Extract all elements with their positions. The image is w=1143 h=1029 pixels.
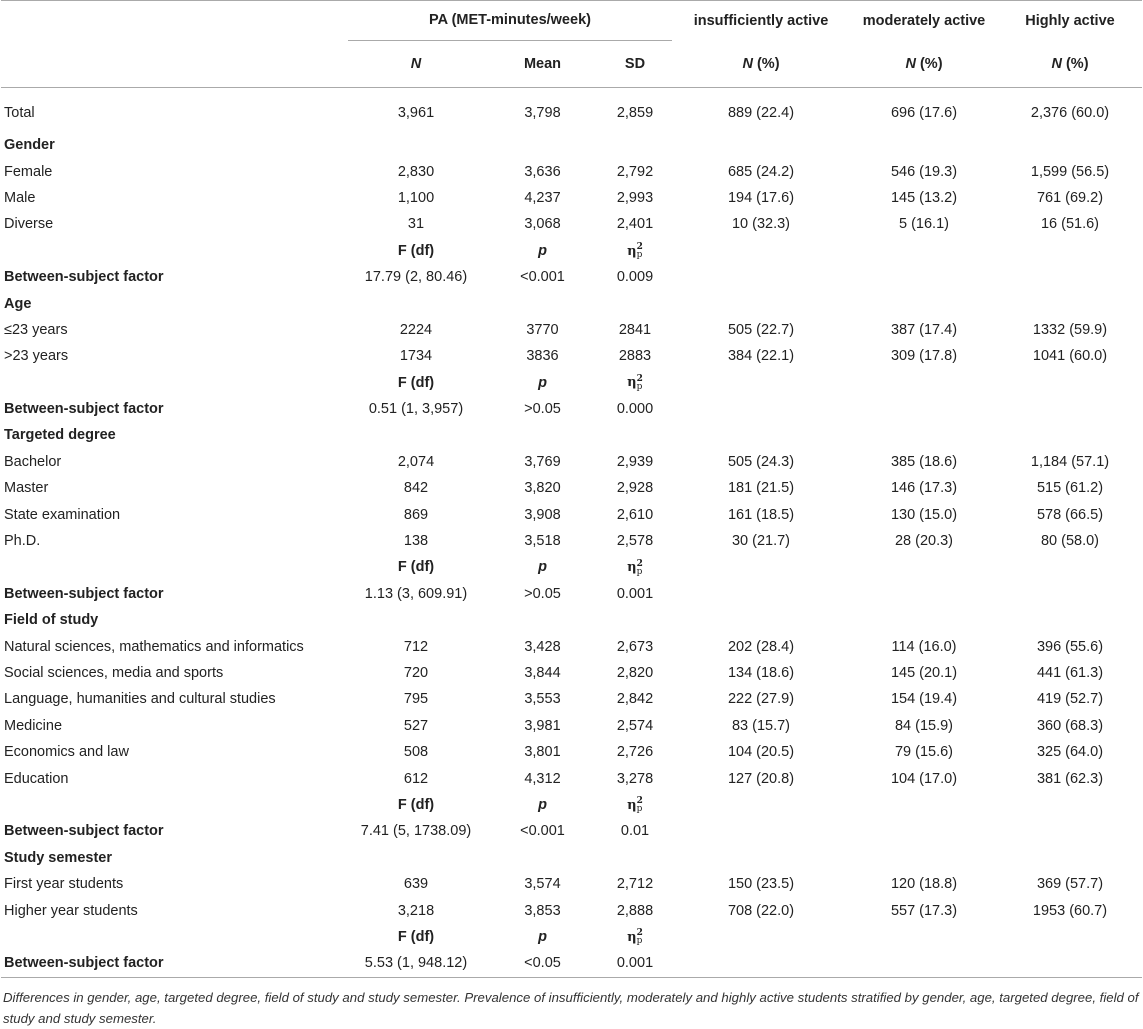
cell-mean: 3836	[526, 348, 559, 365]
header-pa-group	[345, 1, 672, 42]
cell-highly: 396 (55.6)	[1036, 638, 1104, 655]
cell-mean: 3,853	[524, 902, 561, 919]
p-symbol: p	[538, 796, 547, 813]
section-row	[1, 422, 1142, 448]
cell-insufficient: 384 (22.1)	[727, 348, 795, 365]
cell-moderate: 130 (15.0)	[890, 506, 958, 523]
table-row	[1, 211, 1142, 237]
stats-blank	[672, 792, 850, 818]
cell-n: 712	[403, 638, 429, 655]
cell-sd: 2,939	[616, 453, 654, 470]
section-heading: Age	[4, 295, 32, 312]
table-row	[1, 897, 1142, 923]
eta-symbol	[627, 560, 643, 575]
cell-highly: 441 (61.3)	[1036, 665, 1104, 681]
cell-highly: 515 (61.2)	[1036, 480, 1104, 497]
table-row	[1, 633, 1142, 659]
eta-sub: p	[636, 936, 643, 947]
cell-sd: 2,792	[616, 163, 654, 180]
table-row	[1, 343, 1142, 369]
p-symbol: p	[538, 559, 547, 576]
cell-n: 31	[407, 216, 425, 233]
between-subject-row	[1, 264, 1142, 290]
cell-moderate: 557 (17.3)	[890, 902, 958, 919]
cell-eta: 0.009	[616, 269, 654, 286]
cell-mean: 4,312	[524, 770, 561, 787]
cell-sd: 2,859	[616, 105, 654, 121]
stats-blank	[1, 554, 345, 580]
cell-sd: 2883	[618, 348, 652, 365]
eta-letter: η	[627, 375, 637, 391]
stats-blank	[672, 924, 850, 950]
cell-highly: 1041 (60.0)	[1032, 348, 1108, 365]
eta-letter: η	[627, 929, 637, 945]
row-label: First year students	[4, 876, 124, 893]
stats-f-df-label: F (df)	[397, 374, 435, 391]
cell-mean: 4,237	[524, 189, 561, 206]
stats-eta-label	[598, 370, 672, 396]
row-label: Natural sciences, mathematics and informatics	[4, 638, 304, 655]
cell-moderate: 145 (13.2)	[890, 189, 958, 206]
cell-insufficient: 134 (18.6)	[727, 665, 795, 681]
header-mean: Mean	[487, 41, 598, 88]
cell-insufficient: 83 (15.7)	[731, 717, 791, 734]
eta-sup: 2	[636, 373, 643, 384]
cell-moderate: 104 (17.0)	[890, 770, 958, 787]
table-row	[1, 871, 1142, 897]
cell-mean: 3,553	[524, 691, 561, 708]
row-label: >23 years	[4, 348, 69, 365]
stats-blank	[850, 818, 998, 844]
cell-mean: 3770	[526, 321, 559, 338]
cell-mean: 3,574	[524, 876, 561, 893]
cell-p: <0.001	[520, 823, 565, 840]
between-subject-label: Between-subject factor	[4, 585, 164, 602]
stats-blank	[672, 264, 850, 290]
cell-highly: 578 (66.5)	[1036, 506, 1104, 523]
cell-n: 3,961	[397, 105, 435, 121]
row-label: Language, humanities and cultural studies	[4, 691, 276, 708]
cell-insufficient: 505 (24.3)	[727, 453, 795, 470]
stats-eta-label	[598, 554, 672, 580]
table-row	[1, 475, 1142, 501]
cell-n: 612	[403, 770, 429, 787]
cell-sd: 2,673	[616, 638, 654, 655]
cell-highly: 419 (52.7)	[1036, 691, 1104, 708]
header-n-italic: N	[742, 56, 753, 72]
cell-insufficient: 104 (20.5)	[727, 744, 795, 761]
stats-header-row	[1, 238, 1142, 264]
cell-highly: 80 (58.0)	[1040, 533, 1100, 550]
cell-sd: 2,712	[616, 876, 654, 893]
stats-header-row	[1, 370, 1142, 396]
cell-n: 869	[403, 506, 429, 523]
cell-p: <0.05	[487, 950, 598, 977]
section-heading: Study semester	[4, 849, 112, 866]
cell-highly: 16 (51.6)	[1040, 216, 1100, 233]
stats-blank	[850, 238, 998, 264]
cell-f-df: 1.13 (3, 609.91)	[364, 585, 468, 602]
cell-sd: 2,820	[616, 665, 654, 681]
between-subject-label: Between-subject factor	[4, 401, 164, 418]
stats-blank	[1, 924, 345, 950]
eta-sub: p	[636, 804, 643, 815]
stats-header-row	[1, 792, 1142, 818]
stats-blank	[998, 950, 1142, 977]
cell-n: 795	[403, 691, 429, 708]
header-n-pct-moderate	[850, 41, 998, 88]
eta-symbol	[627, 375, 643, 390]
header-n-label: N	[410, 56, 422, 72]
cell-moderate: 28 (20.3)	[894, 533, 954, 550]
row-label: Medicine	[4, 717, 63, 734]
cell-n: 720	[403, 665, 429, 681]
stats-p-label	[487, 238, 598, 264]
stats-blank	[672, 950, 850, 977]
stats-blank	[850, 554, 998, 580]
header-pct-label: (%)	[756, 56, 780, 72]
cell-insufficient: 30 (21.7)	[731, 533, 791, 550]
cell-sd: 2,574	[616, 717, 654, 734]
stats-blank	[1, 370, 345, 396]
stats-header-row	[1, 554, 1142, 580]
row-label: Female	[4, 163, 53, 180]
stats-blank	[998, 581, 1142, 607]
cell-p: >0.05	[524, 401, 561, 418]
stats-blank	[998, 396, 1142, 422]
header-blank-2	[1, 41, 345, 88]
cell-n: 2224	[399, 321, 433, 338]
between-subject-row	[1, 581, 1142, 607]
stats-blank	[672, 818, 850, 844]
eta-sup: 2	[636, 928, 643, 939]
cell-moderate: 385 (18.6)	[890, 453, 958, 470]
cell-moderate: 696 (17.6)	[890, 105, 958, 121]
cell-insufficient: 150 (23.5)	[727, 876, 795, 893]
cell-insufficient: 194 (17.6)	[727, 189, 795, 206]
cell-insufficient: 202 (28.4)	[727, 638, 795, 655]
section-row	[1, 845, 1142, 871]
cell-mean: 3,798	[524, 105, 561, 121]
eta-sub: p	[636, 250, 643, 260]
section-heading: Targeted degree	[4, 427, 116, 444]
cell-moderate: 387 (17.4)	[890, 321, 958, 338]
cell-f-df: 0.51 (1, 3,957)	[368, 401, 464, 418]
between-subject-row	[1, 950, 1142, 977]
between-subject-row	[1, 818, 1142, 844]
stats-eta-label	[598, 924, 672, 950]
cell-insufficient: 889 (22.4)	[727, 105, 795, 121]
cell-eta: 0.001	[598, 950, 672, 977]
row-label: Male	[4, 189, 36, 206]
header-n-pct-highly	[998, 41, 1142, 88]
cell-insufficient: 127 (20.8)	[727, 770, 795, 787]
cell-moderate: 154 (19.4)	[890, 691, 958, 708]
cell-moderate: 84 (15.9)	[894, 717, 954, 734]
cell-sd: 2,928	[616, 480, 654, 497]
table-body	[1, 88, 1142, 978]
stats-blank	[850, 264, 998, 290]
cell-eta: 0.000	[616, 401, 654, 418]
cell-highly: 2,376 (60.0)	[1030, 105, 1110, 121]
eta-letter: η	[627, 243, 637, 259]
cell-moderate: 546 (19.3)	[890, 163, 958, 180]
table-row	[1, 501, 1142, 527]
stats-blank	[850, 950, 998, 977]
table-row	[1, 660, 1142, 686]
cell-sd: 2,726	[616, 744, 654, 761]
cell-n: 3,218	[397, 902, 435, 919]
cell-sd: 2,993	[616, 189, 654, 206]
between-subject-label: Between-subject factor	[1, 950, 345, 977]
stats-header-row	[1, 924, 1142, 950]
stats-eta-label	[598, 792, 672, 818]
cell-highly: 325 (64.0)	[1036, 744, 1104, 761]
cell-n: 842	[403, 480, 429, 497]
stats-p-label	[487, 924, 598, 950]
cell-n: 508	[403, 744, 429, 761]
cell-n: 527	[403, 717, 429, 734]
stats-blank	[672, 581, 850, 607]
cell-highly: 360 (68.3)	[1036, 717, 1104, 734]
cell-insufficient: 161 (18.5)	[727, 506, 795, 523]
stats-blank	[672, 396, 850, 422]
cell-mean: 3,801	[524, 744, 561, 761]
cell-highly: 369 (57.7)	[1036, 876, 1104, 893]
row-label: Social sciences, media and sports	[4, 665, 224, 681]
stats-blank	[1, 792, 345, 818]
eta-sub: p	[636, 381, 643, 392]
stats-blank	[998, 264, 1142, 290]
stats-blank	[850, 924, 998, 950]
cell-moderate: 114 (16.0)	[891, 638, 957, 655]
header-n-italic: N	[905, 56, 916, 72]
stats-blank	[998, 370, 1142, 396]
stats-blank	[1, 238, 345, 264]
cell-sd: 3,278	[616, 770, 654, 787]
section-row	[1, 607, 1142, 633]
stats-p-label	[487, 792, 598, 818]
section-row	[1, 290, 1142, 316]
cell-moderate: 120 (18.8)	[890, 876, 958, 893]
table-row	[1, 158, 1142, 184]
table-row	[1, 528, 1142, 554]
stats-blank	[850, 370, 998, 396]
cell-insufficient: 685 (24.2)	[727, 163, 795, 180]
eta-letter: η	[627, 797, 637, 813]
cell-moderate: 145 (20.1)	[890, 665, 958, 681]
row-label: Diverse	[4, 216, 54, 233]
stats-blank	[998, 818, 1142, 844]
header-moderate: moderately active	[850, 1, 998, 42]
cell-sd: 2841	[618, 321, 652, 338]
cell-highly: 1332 (59.9)	[1032, 321, 1108, 338]
row-label: State examination	[4, 506, 121, 523]
cell-sd: 2,842	[616, 691, 654, 708]
row-label: Higher year students	[4, 902, 138, 919]
stats-blank	[850, 581, 998, 607]
table-header	[1, 1, 1142, 88]
table-row	[1, 88, 1142, 133]
between-subject-row	[1, 396, 1142, 422]
cell-n: 1,100	[397, 189, 435, 206]
cell-mean: 3,636	[524, 163, 561, 180]
stats-f-df-label: F (df)	[397, 796, 435, 813]
stats-blank	[998, 924, 1142, 950]
header-pct-label: (%)	[919, 56, 943, 72]
cell-highly: 1,184 (57.1)	[1030, 453, 1110, 470]
cell-eta: 0.001	[616, 585, 654, 602]
cell-sd: 2,578	[616, 533, 654, 550]
header-insufficient: insufficiently active	[672, 1, 850, 42]
section-heading: Field of study	[4, 612, 99, 629]
cell-highly: 381 (62.3)	[1036, 770, 1104, 787]
row-label: Education	[4, 770, 69, 787]
stats-blank	[672, 370, 850, 396]
cell-moderate: 79 (15.6)	[894, 744, 954, 761]
row-label: Ph.D.	[4, 533, 41, 550]
cell-mean: 3,981	[524, 717, 561, 734]
table-row	[1, 686, 1142, 712]
table-row	[1, 765, 1142, 791]
cell-moderate: 5 (16.1)	[899, 216, 949, 233]
row-label: Economics and law	[4, 744, 129, 761]
eta-letter: η	[627, 560, 637, 576]
stats-p-label	[487, 370, 598, 396]
eta-symbol	[627, 244, 643, 259]
cell-insufficient: 708 (22.0)	[727, 902, 795, 919]
cell-f-df: 17.79 (2, 80.46)	[364, 269, 468, 286]
cell-n: 1734	[399, 348, 433, 365]
cell-insufficient: 505 (22.7)	[727, 321, 795, 338]
row-label: Master	[4, 480, 49, 497]
header-sd: SD	[598, 41, 672, 88]
cell-moderate: 146 (17.3)	[890, 480, 958, 497]
eta-sup: 2	[636, 796, 643, 807]
header-pa-group-label: PA (MET-minutes/week)	[348, 1, 672, 41]
cell-mean: 3,908	[524, 506, 561, 523]
cell-mean: 3,769	[524, 453, 561, 470]
section-row	[1, 132, 1142, 158]
eta-sup: 2	[636, 558, 643, 569]
cell-f-df: 5.53 (1, 948.12)	[345, 950, 487, 977]
header-n-pct-insufficient	[672, 41, 850, 88]
header-pct-label: (%)	[1065, 56, 1089, 72]
stats-blank	[998, 238, 1142, 264]
stats-blank	[850, 792, 998, 818]
cell-mean: 3,428	[524, 638, 561, 655]
header-blank	[1, 1, 345, 42]
table-row	[1, 185, 1142, 211]
cell-sd: 2,888	[616, 902, 654, 919]
eta-sub: p	[636, 566, 643, 577]
between-subject-label: Between-subject factor	[4, 269, 164, 286]
row-label: Bachelor	[4, 453, 62, 470]
stats-blank	[998, 792, 1142, 818]
row-label: Total	[4, 105, 35, 121]
cell-sd: 2,610	[616, 506, 654, 523]
section-heading: Gender	[4, 137, 55, 154]
cell-n: 138	[403, 533, 429, 550]
p-symbol: p	[538, 242, 547, 259]
cell-p: <0.001	[520, 269, 565, 286]
eta-symbol	[627, 930, 643, 945]
header-n-italic: N	[1051, 56, 1062, 72]
cell-n: 2,074	[397, 453, 435, 470]
stats-blank	[672, 238, 850, 264]
cell-highly: 1,599 (56.5)	[1030, 163, 1110, 180]
stats-f-df-label: F (df)	[397, 928, 435, 945]
p-symbol: p	[538, 374, 547, 391]
cell-mean: 3,820	[524, 480, 561, 497]
eta-symbol	[627, 798, 643, 813]
stats-f-df-label: F (df)	[397, 242, 435, 259]
table-row	[1, 713, 1142, 739]
table-row	[1, 317, 1142, 343]
cell-sd: 2,401	[616, 216, 654, 233]
cell-highly: 761 (69.2)	[1036, 189, 1104, 206]
stats-eta-label	[598, 238, 672, 264]
cell-mean: 3,068	[524, 216, 561, 233]
stats-blank	[672, 554, 850, 580]
table-row	[1, 449, 1142, 475]
p-symbol: p	[538, 928, 547, 945]
cell-highly: 1953 (60.7)	[1032, 902, 1108, 919]
cell-n: 639	[403, 876, 429, 893]
table-caption: Differences in gender, age, targeted degree, field of study and study semester. Prevalence of insufficiently, moderately and highly active students stratified by gender, age, targeted degree, field of study and study semester.	[3, 989, 1139, 1026]
header-n	[345, 41, 487, 88]
cell-n: 2,830	[397, 163, 435, 180]
cell-insufficient: 181 (21.5)	[727, 480, 795, 497]
stats-blank	[998, 554, 1142, 580]
cell-insufficient: 10 (32.3)	[731, 216, 791, 233]
cell-mean: 3,844	[524, 665, 561, 681]
stats-f-df-label: F (df)	[397, 559, 435, 576]
cell-eta: 0.01	[620, 823, 650, 840]
eta-sup: 2	[636, 242, 643, 252]
cell-mean: 3,518	[524, 533, 561, 550]
cell-p: >0.05	[524, 585, 561, 602]
cell-moderate: 309 (17.8)	[890, 348, 958, 365]
between-subject-label: Between-subject factor	[4, 823, 164, 840]
stats-blank	[850, 396, 998, 422]
results-table	[1, 0, 1142, 978]
cell-f-df: 7.41 (5, 1738.09)	[360, 823, 472, 840]
table-row	[1, 739, 1142, 765]
row-label: ≤23 years	[4, 321, 68, 338]
cell-insufficient: 222 (27.9)	[727, 691, 795, 708]
header-highly: Highly active	[998, 1, 1142, 42]
stats-p-label	[487, 554, 598, 580]
